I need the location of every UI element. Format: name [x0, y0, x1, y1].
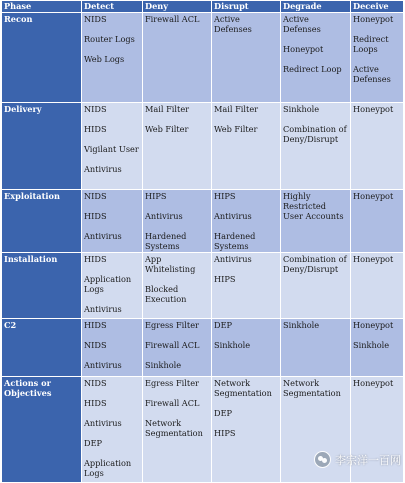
entry-spacer — [353, 24, 401, 34]
countermeasure-entry: NIDS — [84, 378, 107, 388]
header-phase: Phase — [2, 1, 82, 13]
countermeasure-entry: Antivirus — [84, 231, 122, 241]
countermeasure-entry: Active Defenses — [353, 64, 391, 84]
phase-cell: Recon — [2, 13, 82, 103]
countermeasure-entry: Firewall ACL — [145, 398, 200, 408]
table-row — [2, 190, 404, 253]
countermeasure-entry: Web Filter — [214, 124, 258, 134]
countermeasure-entry: DEP — [214, 320, 233, 330]
entry-spacer — [214, 330, 278, 340]
entry-spacer — [283, 34, 348, 44]
entry-spacer — [84, 264, 140, 274]
countermeasure-entry: Vigilant User — [84, 144, 139, 154]
table-row — [2, 103, 404, 190]
entry-spacer — [84, 408, 140, 418]
degrade-cell — [281, 13, 351, 103]
countermeasure-entry: Combination of Deny/Disrupt — [283, 124, 347, 144]
header-deceive: Deceive — [351, 1, 404, 13]
deceive-cell — [351, 103, 404, 190]
entry-spacer — [84, 428, 140, 438]
countermeasure-entry: Active Defenses — [214, 14, 252, 34]
countermeasure-entry: Antivirus — [214, 211, 252, 221]
phase-cell: C2 — [2, 319, 82, 377]
countermeasure-entry: DEP — [214, 408, 233, 418]
deny-cell — [143, 253, 212, 319]
countermeasure-entry: HIDS — [84, 211, 107, 221]
header-detect: Detect — [82, 1, 143, 13]
countermeasure-entry: Honeypot — [353, 320, 394, 330]
detect-cell — [82, 319, 143, 377]
header-disrupt: Disrupt — [212, 1, 281, 13]
table-body — [2, 13, 404, 483]
degrade-cell — [281, 190, 351, 253]
countermeasure-entry: Sinkhole — [283, 320, 320, 330]
countermeasure-entry: Honeypot — [283, 44, 324, 54]
countermeasure-entry: HIPS — [214, 191, 236, 201]
countermeasure-entry: Antivirus — [84, 418, 122, 428]
entry-spacer — [145, 350, 209, 360]
entry-spacer — [214, 221, 278, 231]
entry-spacer — [145, 114, 209, 124]
disrupt-cell — [212, 13, 281, 103]
disrupt-cell — [212, 319, 281, 377]
entry-spacer — [145, 388, 209, 398]
entry-spacer — [283, 114, 348, 124]
countermeasure-entry: Application Logs — [84, 458, 132, 478]
detect-cell — [82, 190, 143, 253]
entry-spacer — [84, 154, 140, 164]
countermeasure-entry: Redirect Loop — [283, 64, 342, 74]
entry-spacer — [84, 201, 140, 211]
disrupt-cell — [212, 377, 281, 483]
countermeasure-entry: Antivirus — [214, 254, 252, 264]
countermeasure-entry: Antivirus — [84, 304, 122, 314]
entry-spacer — [283, 54, 348, 64]
disrupt-cell — [212, 190, 281, 253]
countermeasure-entry: Firewall ACL — [145, 340, 200, 350]
entry-spacer — [145, 408, 209, 418]
countermeasure-entry: Antivirus — [145, 211, 183, 221]
deny-cell — [143, 13, 212, 103]
countermeasure-entry: Hardened Systems — [145, 231, 187, 251]
countermeasure-entry: NIDS — [84, 14, 107, 24]
detect-cell — [82, 377, 143, 483]
table-row — [2, 13, 404, 103]
entry-spacer — [145, 274, 209, 284]
countermeasure-entry: Honeypot — [353, 104, 394, 114]
countermeasure-entry: Sinkhole — [283, 104, 320, 114]
entry-spacer — [214, 201, 278, 211]
entry-spacer — [84, 448, 140, 458]
countermeasure-entry: Mail Filter — [214, 104, 259, 114]
deny-cell — [143, 190, 212, 253]
countermeasure-entry: Firewall ACL — [145, 14, 200, 24]
entry-spacer — [214, 418, 278, 428]
countermeasure-entry: Sinkhole — [145, 360, 182, 370]
countermeasure-entry: Egress Filter — [145, 378, 199, 388]
deny-cell — [143, 319, 212, 377]
entry-spacer — [84, 44, 140, 54]
deceive-cell — [351, 319, 404, 377]
wechat-icon — [314, 451, 331, 468]
countermeasure-entry: Antivirus — [84, 360, 122, 370]
entry-spacer — [145, 221, 209, 231]
detect-cell — [82, 253, 143, 319]
countermeasure-entry: Honeypot — [353, 191, 394, 201]
countermeasure-entry: Blocked Execution — [145, 284, 187, 304]
watermark-text: 李宗洋一百网 — [335, 453, 401, 467]
phase-cell: Delivery — [2, 103, 82, 190]
countermeasure-entry: Egress Filter — [145, 320, 199, 330]
entry-spacer — [84, 24, 140, 34]
countermeasure-entry: Router Logs — [84, 34, 135, 44]
entry-spacer — [353, 54, 401, 64]
countermeasure-entry: NIDS — [84, 340, 107, 350]
detect-cell — [82, 13, 143, 103]
countermeasure-entry: Sinkhole — [214, 340, 251, 350]
countermeasure-entry: Honeypot — [353, 14, 394, 24]
phase-cell: Installation — [2, 253, 82, 319]
degrade-cell — [281, 319, 351, 377]
countermeasure-entry: NIDS — [84, 191, 107, 201]
disrupt-cell — [212, 253, 281, 319]
deceive-cell — [351, 253, 404, 319]
countermeasure-entry: Combination of Deny/Disrupt — [283, 254, 347, 274]
countermeasure-entry: Active Defenses — [283, 14, 321, 34]
detect-cell — [82, 103, 143, 190]
countermeasure-entry: NIDS — [84, 104, 107, 114]
entry-spacer — [84, 221, 140, 231]
countermeasure-entry: Antivirus — [84, 164, 122, 174]
header-deny: Deny — [143, 1, 212, 13]
countermeasure-entry: Network Segmentation — [283, 378, 341, 398]
entry-spacer — [84, 330, 140, 340]
countermeasure-entry: HIDS — [84, 254, 107, 264]
entry-spacer — [214, 114, 278, 124]
countermeasure-entry: DEP — [84, 438, 103, 448]
countermeasure-entry: Honeypot — [353, 378, 394, 388]
countermeasure-entry: HIDS — [84, 320, 107, 330]
disrupt-cell — [212, 103, 281, 190]
table-row — [2, 253, 404, 319]
countermeasure-entry: Network Segmentation — [214, 378, 272, 398]
table-row — [2, 319, 404, 377]
countermeasure-entry: HIPS — [214, 274, 236, 284]
countermeasure-entry: Web Filter — [145, 124, 189, 134]
entry-spacer — [214, 264, 278, 274]
entry-spacer — [353, 330, 401, 340]
countermeasure-entry: Highly Restricted User Accounts — [283, 191, 344, 221]
kill-chain-table — [1, 0, 404, 483]
countermeasure-entry: Mail Filter — [145, 104, 190, 114]
countermeasure-entry: Honeypot — [353, 254, 394, 264]
countermeasure-entry: Sinkhole — [353, 340, 390, 350]
deny-cell — [143, 377, 212, 483]
entry-spacer — [145, 330, 209, 340]
header-degrade: Degrade — [281, 1, 351, 13]
deceive-cell — [351, 13, 404, 103]
degrade-cell — [281, 253, 351, 319]
entry-spacer — [214, 398, 278, 408]
countermeasure-entry: App Whitelisting — [145, 254, 196, 274]
countermeasure-entry: HIDS — [84, 398, 107, 408]
degrade-cell — [281, 103, 351, 190]
entry-spacer — [84, 350, 140, 360]
countermeasure-entry: Web Logs — [84, 54, 125, 64]
entry-spacer — [145, 201, 209, 211]
watermark — [314, 451, 401, 468]
phase-cell: Actions or Objectives — [2, 377, 82, 483]
countermeasure-entry: Application Logs — [84, 274, 132, 294]
countermeasure-entry: HIDS — [84, 124, 107, 134]
entry-spacer — [84, 134, 140, 144]
entry-spacer — [84, 388, 140, 398]
countermeasure-entry: HIPS — [145, 191, 167, 201]
countermeasure-entry: Network Segmentation — [145, 418, 203, 438]
phase-cell: Exploitation — [2, 190, 82, 253]
entry-spacer — [84, 114, 140, 124]
deny-cell — [143, 103, 212, 190]
entry-spacer — [84, 294, 140, 304]
countermeasure-entry: HIPS — [214, 428, 236, 438]
deceive-cell — [351, 190, 404, 253]
header-row — [2, 1, 404, 13]
countermeasure-entry: Redirect Loops — [353, 34, 389, 54]
countermeasure-entry: Hardened Systems — [214, 231, 256, 251]
